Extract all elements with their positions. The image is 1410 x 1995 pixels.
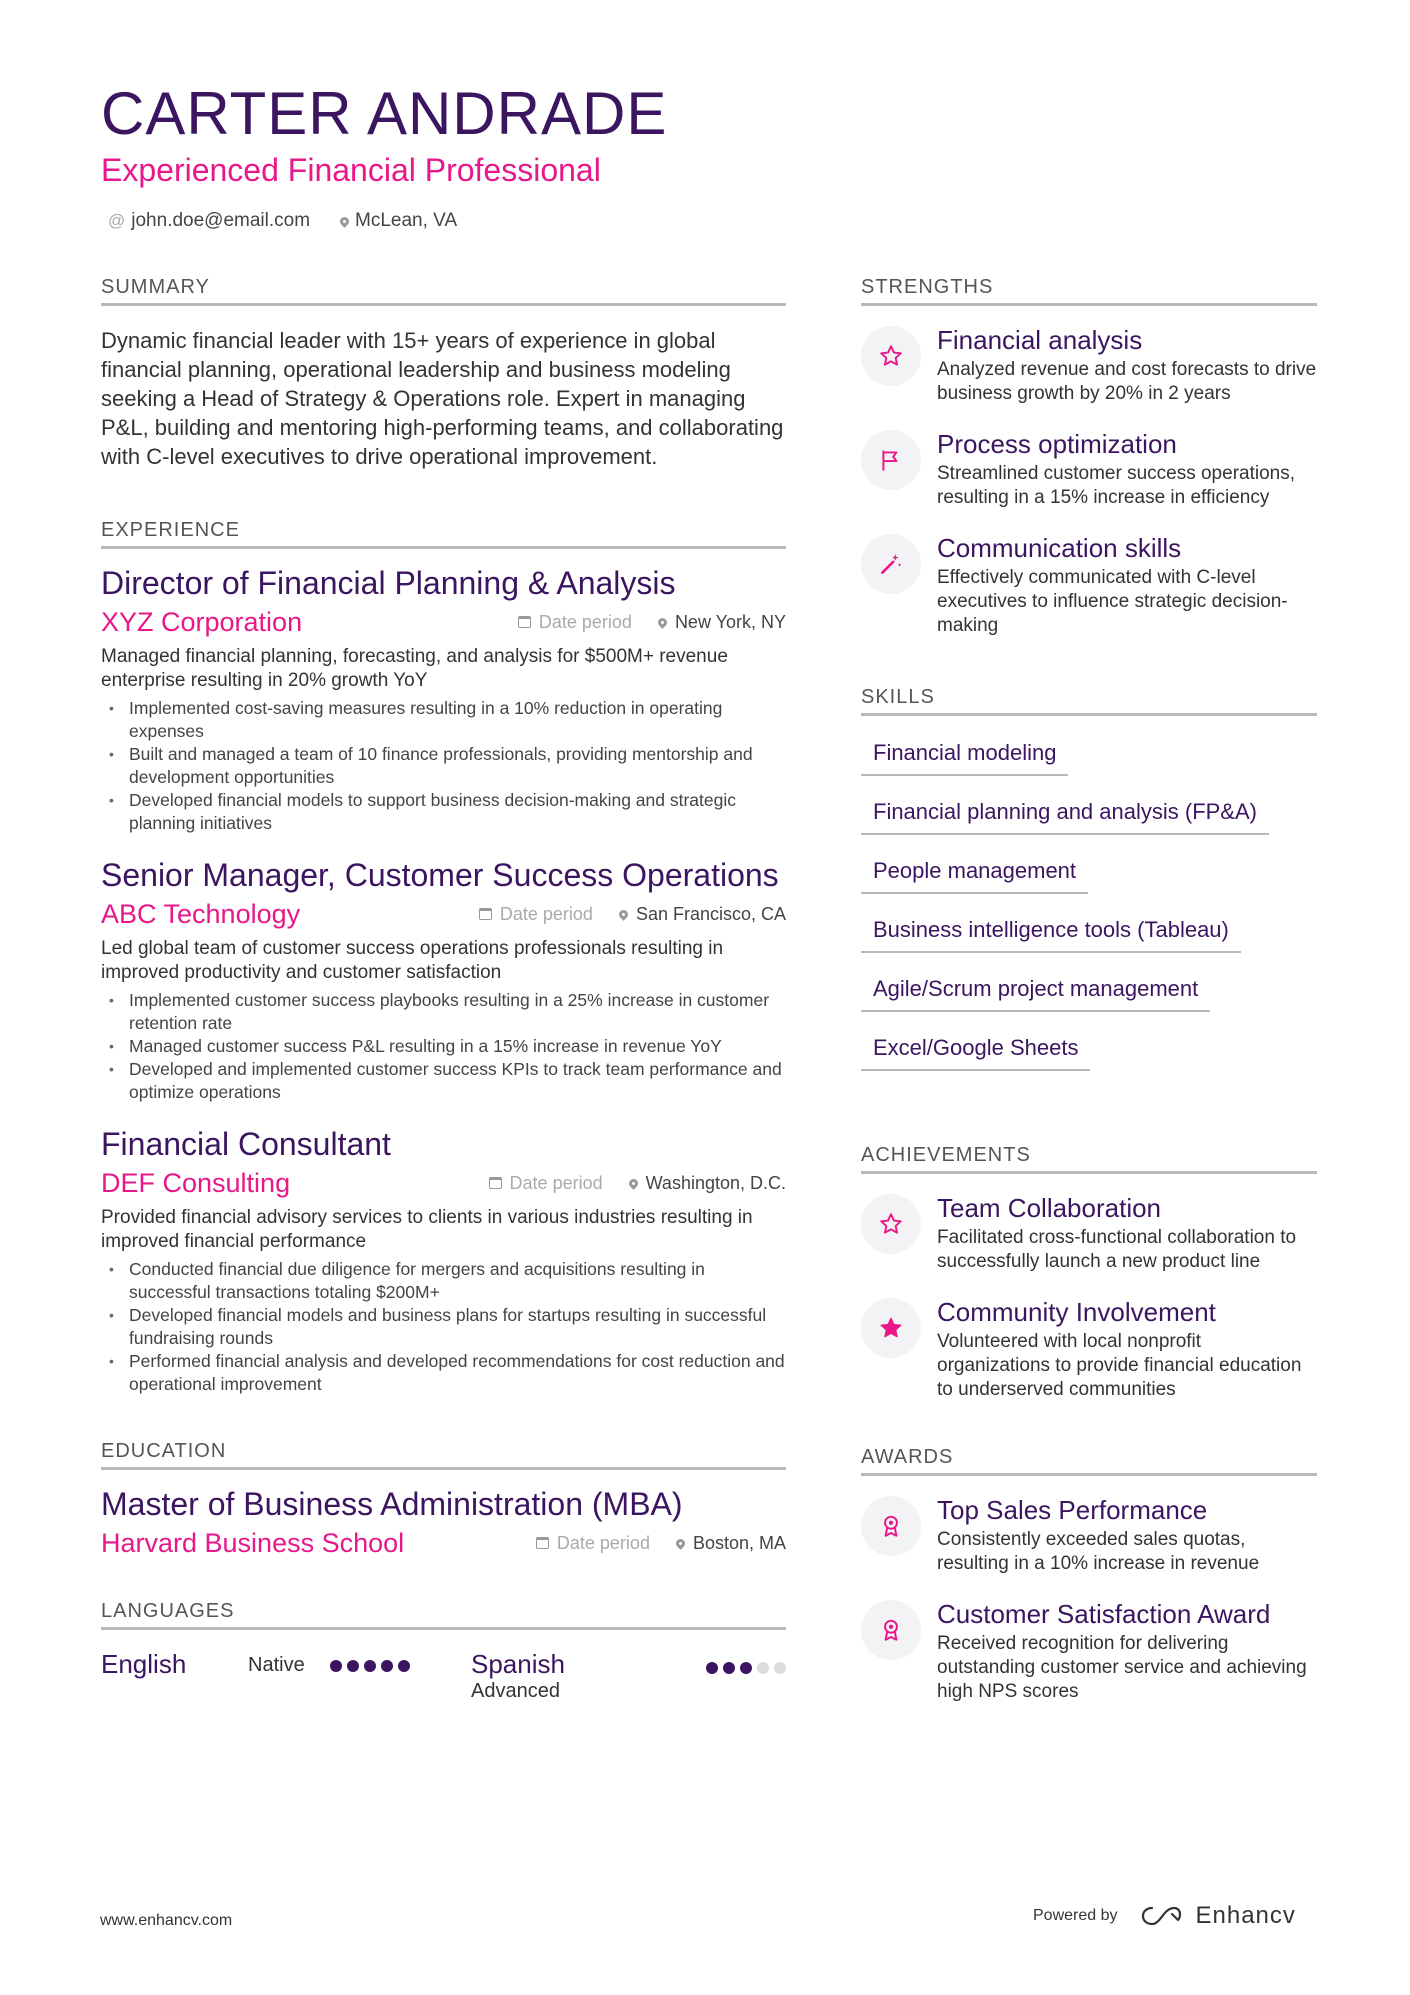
job-date-text: Date period — [509, 1172, 603, 1193]
strengths-heading: STRENGTHS — [861, 276, 1317, 306]
award-title: Top Sales Performance — [937, 1495, 1208, 1525]
summary-text: Dynamic financial leader with 15+ years of experience in global financial planning, operational leadership and business modeling seeking a Head of Strategy & Operations role. Expert in managing P&L, building and mentoring high-performing teams, and collaborating with C-level executives to drive operational improvement. — [101, 328, 784, 469]
achievement-item — [861, 1296, 1317, 1402]
rating-dot-filled — [364, 1660, 376, 1672]
education-entry — [101, 1484, 786, 1562]
medal-icon — [861, 1600, 921, 1660]
language-level: Advanced — [471, 1680, 560, 1702]
skill-row — [861, 917, 1317, 976]
education-date — [536, 1533, 650, 1554]
flag-icon — [861, 430, 921, 490]
location-pin-icon — [627, 1177, 640, 1190]
language-level: Native — [248, 1654, 305, 1676]
strength-title: Process optimization — [937, 429, 1177, 459]
rating-dot-filled — [740, 1662, 752, 1674]
award-desc: Received recognition for delivering outstanding customer service and achieving high NPS scores — [937, 1633, 1307, 1702]
right-column — [861, 276, 1317, 1704]
job-meta-row — [101, 1164, 786, 1202]
job-bullet: • Built and managed a team of 10 finance professionals, providing mentorship and development opportunities — [101, 743, 786, 789]
job-location — [658, 612, 786, 633]
education-location — [676, 1533, 786, 1554]
rating-dot-empty — [757, 1662, 769, 1674]
email-contact[interactable] — [108, 210, 310, 232]
education-date-text: Date period — [556, 1532, 650, 1553]
candidate-role: Experienced Financial Professional — [101, 152, 601, 188]
award-title: Customer Satisfaction Award — [937, 1599, 1271, 1629]
job-bullets — [101, 989, 786, 1104]
star-icon — [861, 326, 921, 386]
calendar-icon — [536, 1537, 549, 1549]
wand-icon — [861, 534, 921, 594]
job-title: Financial Consultant — [101, 1126, 391, 1162]
education-meta-row — [101, 1524, 786, 1562]
summary-heading: SUMMARY — [101, 276, 786, 306]
rating-dot-empty — [774, 1662, 786, 1674]
strength-desc: Streamlined customer success operations, resulting in a 15% increase in efficiency — [937, 463, 1295, 508]
job-date — [489, 1173, 603, 1194]
skill-tag: People management — [861, 858, 1088, 894]
rating-dot-filled — [706, 1662, 718, 1674]
experience-heading: EXPERIENCE — [101, 519, 786, 549]
job-description: Provided financial advisory services to clients in various industries resulting in improved financial performance — [101, 1207, 753, 1252]
location-pin-icon — [656, 616, 669, 629]
job-location-text: New York, NY — [674, 611, 786, 632]
rating-dot-filled — [723, 1662, 735, 1674]
job-title: Director of Financial Planning & Analysis — [101, 565, 676, 601]
job-location-text: Washington, D.C. — [645, 1172, 786, 1193]
rating-dot-filled — [347, 1660, 359, 1672]
skill-row — [861, 858, 1317, 917]
achievement-text — [937, 1296, 1317, 1402]
at-icon: @ — [108, 211, 126, 230]
rating-dot-filled — [398, 1660, 410, 1672]
job-description: Led global team of customer success operations professionals resulting in improved productivity and customer satisfaction — [101, 938, 724, 983]
award-desc: Consistently exceeded sales quotas, resulting in a 10% increase in revenue — [937, 1529, 1260, 1574]
job-bullet: • Implemented cost-saving measures resulting in a 10% reduction in operating expenses — [101, 697, 786, 743]
award-item — [861, 1598, 1317, 1704]
skill-tag: Agile/Scrum project management — [861, 976, 1210, 1012]
job-date — [518, 612, 632, 633]
strength-desc: Analyzed revenue and cost forecasts to drive business growth by 20% in 2 years — [937, 359, 1317, 404]
award-text — [937, 1494, 1317, 1576]
language-name: Spanish — [471, 1649, 565, 1679]
location-pin-icon — [338, 215, 351, 228]
location-contact — [340, 210, 457, 232]
education-location-text: Boston, MA — [692, 1532, 786, 1553]
education-heading: EDUCATION — [101, 1440, 786, 1470]
job-date — [479, 904, 593, 925]
language-rating — [330, 1660, 410, 1672]
language-name: English — [101, 1649, 187, 1679]
skill-row — [861, 740, 1317, 799]
skill-tag: Financial modeling — [861, 740, 1068, 776]
languages-list — [101, 1648, 786, 1703]
job-meta-row — [101, 603, 786, 641]
brand-name: Enhancv — [1195, 1902, 1296, 1929]
skills-heading: SKILLS — [861, 686, 1317, 716]
company-name: ABC Technology — [101, 899, 301, 929]
achievement-title: Community Involvement — [937, 1297, 1216, 1327]
left-column — [101, 276, 786, 1703]
powered-by-label: Powered by — [1033, 1907, 1118, 1924]
email-text: john.doe@email.com — [131, 210, 311, 231]
experience-entry — [101, 1124, 786, 1396]
strength-text — [937, 324, 1317, 406]
languages-heading: LANGUAGES — [101, 1600, 786, 1630]
experience-entry — [101, 855, 786, 1104]
calendar-icon — [518, 616, 531, 628]
education-meta — [536, 1533, 786, 1554]
language-text — [471, 1648, 565, 1703]
skill-tag: Financial planning and analysis (FP&A) — [861, 799, 1269, 835]
strength-title: Financial analysis — [937, 325, 1143, 355]
job-bullet: • Performed financial analysis and developed recommendations for cost reduction and operational improvement — [101, 1350, 786, 1396]
language-item — [471, 1648, 786, 1703]
skill-tag: Business intelligence tools (Tableau) — [861, 917, 1241, 953]
skill-tag: Excel/Google Sheets — [861, 1035, 1090, 1071]
skill-row — [861, 1035, 1317, 1094]
strength-desc: Effectively communicated with C-level executives to influence strategic decision-making — [937, 567, 1288, 636]
award-item — [861, 1494, 1317, 1576]
experience-entry — [101, 563, 786, 835]
strength-item — [861, 428, 1317, 510]
company-name: DEF Consulting — [101, 1168, 291, 1198]
achievement-text — [937, 1192, 1317, 1274]
calendar-icon — [489, 1177, 502, 1189]
achievement-desc: Facilitated cross-functional collaboration to successfully launch a new product line — [937, 1227, 1297, 1272]
rating-dot-filled — [381, 1660, 393, 1672]
job-bullet: • Developed financial models and business plans for startups resulting in successful fundraising rounds — [101, 1304, 786, 1350]
strength-title: Communication skills — [937, 533, 1182, 563]
achievement-desc: Volunteered with local nonprofit organizations to provide financial education to underserved communities — [937, 1331, 1302, 1400]
job-bullet: • Developed and implemented customer success KPIs to track team performance and optimize operations — [101, 1058, 786, 1104]
skill-row — [861, 799, 1317, 858]
skills-list — [861, 740, 1317, 1094]
language-item — [101, 1648, 471, 1703]
strength-text — [937, 428, 1317, 510]
strength-item — [861, 324, 1317, 406]
job-date-text: Date period — [538, 611, 632, 632]
job-date-text: Date period — [499, 903, 593, 924]
skill-row — [861, 976, 1317, 1035]
location-pin-icon — [617, 908, 630, 921]
job-meta — [479, 904, 786, 925]
calendar-icon — [479, 908, 492, 920]
job-location-text: San Francisco, CA — [635, 903, 786, 924]
footer-branding — [1033, 1902, 1296, 1930]
achievement-title: Team Collaboration — [937, 1193, 1162, 1223]
location-pin-icon — [674, 1537, 687, 1550]
achievement-item — [861, 1192, 1317, 1274]
strength-text — [937, 532, 1317, 638]
job-bullets — [101, 697, 786, 835]
job-bullet: • Conducted financial due diligence for mergers and acquisitions resulting in successful transactions totaling $200M+ — [101, 1258, 786, 1304]
awards-heading: AWARDS — [861, 1446, 1317, 1476]
job-bullet: • Implemented customer success playbooks resulting in a 25% increase in customer retention rate — [101, 989, 786, 1035]
contact-row — [108, 210, 457, 232]
job-meta — [489, 1173, 786, 1194]
footer-website[interactable]: www.enhancv.com — [100, 1912, 233, 1929]
job-description: Managed financial planning, forecasting, and analysis for $500M+ revenue enterprise resulting in 20% growth YoY — [101, 646, 728, 691]
job-location — [619, 904, 786, 925]
infinity-logo-icon — [1140, 1904, 1188, 1928]
brand-logo[interactable] — [1140, 1902, 1296, 1930]
star-icon — [861, 1194, 921, 1254]
job-bullet: • Developed financial models to support business decision-making and strategic planning initiatives — [101, 789, 786, 835]
company-name: XYZ Corporation — [101, 607, 303, 637]
job-bullet: • Managed customer success P&L resulting in a 15% increase in revenue YoY — [101, 1035, 786, 1058]
achievements-heading: ACHIEVEMENTS — [861, 1144, 1317, 1174]
location-text: McLean, VA — [355, 210, 458, 231]
star-filled-icon — [861, 1298, 921, 1358]
job-title: Senior Manager, Customer Success Operations — [101, 857, 779, 893]
job-meta — [518, 612, 786, 633]
school-name: Harvard Business School — [101, 1528, 405, 1558]
award-text — [937, 1598, 1317, 1704]
degree-title: Master of Business Administration (MBA) — [101, 1486, 683, 1522]
language-rating — [706, 1662, 786, 1703]
candidate-name: CARTER ANDRADE — [101, 80, 668, 147]
job-meta-row — [101, 895, 786, 933]
job-bullets — [101, 1258, 786, 1396]
medal-icon — [861, 1496, 921, 1556]
job-location — [629, 1173, 786, 1194]
strength-item — [861, 532, 1317, 638]
rating-dot-filled — [330, 1660, 342, 1672]
